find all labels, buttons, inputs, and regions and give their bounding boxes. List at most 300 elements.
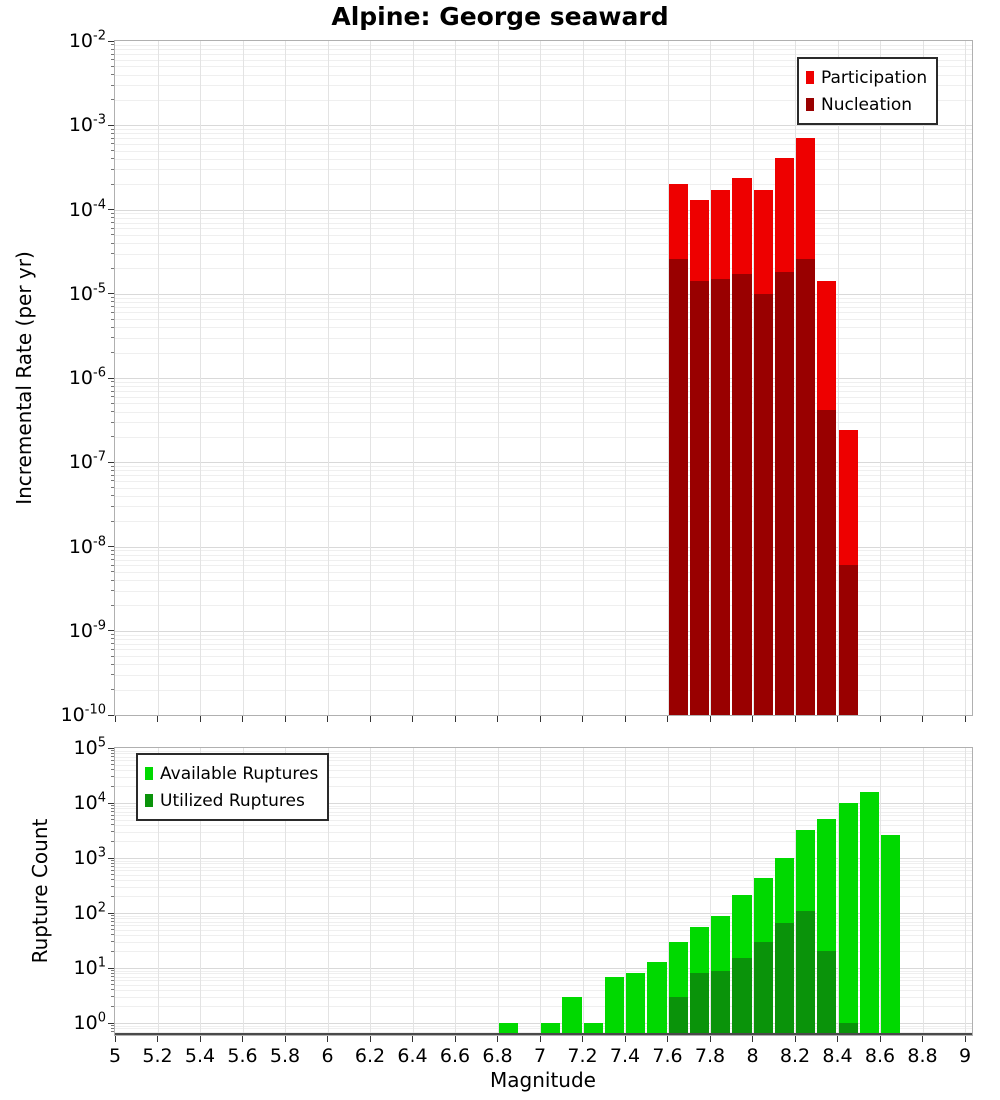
x-tick-label: 6.8 — [482, 1045, 513, 1067]
gridline-vertical — [413, 41, 414, 715]
x-tick-label: 5.2 — [142, 1045, 173, 1067]
y-minor-tick-mark — [111, 984, 114, 985]
y-tick-label: $10^{-4}$ — [68, 197, 106, 221]
y-minor-tick-mark — [111, 879, 114, 880]
y-minor-tick-mark — [111, 664, 114, 665]
y-minor-tick-mark — [111, 306, 114, 307]
gridline-minor — [115, 386, 972, 387]
y-minor-tick-mark — [111, 643, 114, 644]
legend-item-label: Nucleation — [821, 94, 913, 115]
y-minor-tick-mark — [111, 228, 114, 229]
y-tick-label: $10^{-8}$ — [68, 534, 106, 558]
gridline-vertical — [583, 748, 584, 1035]
bar-nucleation-7.95 — [732, 274, 751, 715]
bar-available-ruptures-8.55 — [860, 792, 879, 1035]
y-minor-tick-mark — [111, 133, 114, 134]
gridline-minor — [115, 412, 972, 413]
x-tick-mark — [880, 716, 881, 722]
y-tick-mark — [108, 209, 114, 210]
y-minor-tick-mark — [111, 403, 114, 404]
gridline-vertical — [413, 748, 414, 1035]
y-minor-tick-mark — [111, 634, 114, 635]
y-minor-tick-mark — [111, 169, 114, 170]
y-tick-label: $10^0$ — [73, 1010, 106, 1034]
bottom-y-axis-title: Rupture Count — [28, 818, 52, 964]
x-tick-label: 6.6 — [439, 1045, 471, 1067]
x-tick-label: 5.6 — [227, 1045, 258, 1067]
y-minor-tick-mark — [111, 487, 114, 488]
x-tick-mark — [285, 1036, 286, 1042]
x-tick-mark — [242, 716, 243, 722]
y-minor-tick-mark — [111, 381, 114, 382]
y-minor-tick-mark — [111, 158, 114, 159]
x-tick-mark — [497, 716, 498, 722]
gridline-vertical — [455, 41, 456, 715]
x-tick-mark — [455, 716, 456, 722]
y-tick-label: $10^{-10}$ — [60, 702, 106, 726]
gridline-minor — [115, 144, 972, 145]
x-tick-mark — [540, 1036, 541, 1042]
gridline-minor — [115, 54, 972, 55]
y-minor-tick-mark — [111, 1028, 114, 1029]
y-minor-tick-mark — [111, 337, 114, 338]
bar-utilized-ruptures-8.25 — [796, 911, 815, 1035]
gridline-minor — [115, 129, 972, 130]
y-minor-tick-mark — [111, 54, 114, 55]
x-tick-label: 8.4 — [822, 1045, 853, 1067]
y-minor-tick-mark — [111, 769, 114, 770]
y-tick-mark — [108, 748, 114, 749]
gridline-vertical — [625, 41, 626, 715]
bar-nucleation-7.85 — [711, 279, 730, 715]
legend-swatch-icon — [145, 794, 153, 807]
gridline-major — [115, 294, 972, 295]
bar-available-ruptures-7.45 — [626, 973, 645, 1035]
y-minor-tick-mark — [111, 808, 114, 809]
gridline-minor — [115, 138, 972, 139]
y-minor-tick-mark — [111, 554, 114, 555]
y-minor-tick-mark — [111, 870, 114, 871]
x-tick-mark — [795, 1036, 796, 1042]
y-tick-mark — [108, 1023, 114, 1024]
y-tick-label: $10^2$ — [73, 900, 106, 924]
gridline-vertical — [498, 41, 499, 715]
top-y-axis-title: Incremental Rate (per yr) — [12, 251, 36, 505]
bar-nucleation-7.65 — [669, 259, 688, 715]
y-tick-mark — [108, 715, 114, 716]
y-minor-tick-mark — [111, 480, 114, 481]
bar-nucleation-8.05 — [754, 294, 773, 715]
y-minor-tick-mark — [111, 656, 114, 657]
gridline-vertical — [923, 41, 924, 715]
y-minor-tick-mark — [111, 234, 114, 235]
y-tick-mark — [108, 803, 114, 804]
gridline-major — [115, 125, 972, 126]
y-minor-tick-mark — [111, 805, 114, 806]
y-tick-label: $10^5$ — [73, 735, 106, 759]
gridline-minor — [115, 235, 972, 236]
x-tick-mark — [115, 1036, 116, 1042]
y-minor-tick-mark — [111, 590, 114, 591]
y-minor-tick-mark — [111, 243, 114, 244]
x-tick-label: 8.6 — [864, 1045, 896, 1067]
x-tick-label: 5 — [108, 1045, 122, 1067]
x-tick-mark — [752, 1036, 753, 1042]
y-minor-tick-mark — [111, 819, 114, 820]
gridline-minor — [115, 338, 972, 339]
x-tick-mark — [965, 1036, 966, 1042]
y-tick-mark — [108, 913, 114, 914]
y-minor-tick-mark — [111, 811, 114, 812]
y-minor-tick-mark — [111, 760, 114, 761]
x-tick-label: 6.2 — [354, 1045, 386, 1067]
y-tick-label: $10^{-5}$ — [68, 281, 106, 305]
legend-item-label: Available Ruptures — [160, 763, 319, 784]
x-tick-mark — [540, 716, 541, 722]
y-minor-tick-mark — [111, 475, 114, 476]
gridline-vertical — [923, 748, 924, 1035]
y-minor-tick-mark — [111, 319, 114, 320]
gridline-vertical — [880, 41, 881, 715]
gridline-vertical — [540, 41, 541, 715]
bar-available-ruptures-8.65 — [881, 835, 900, 1035]
y-minor-tick-mark — [111, 831, 114, 832]
legend-counts — [136, 753, 329, 821]
y-minor-tick-mark — [111, 217, 114, 218]
y-minor-tick-mark — [111, 59, 114, 60]
gridline-minor — [115, 751, 972, 752]
y-minor-tick-mark — [111, 470, 114, 471]
bar-available-ruptures-7.35 — [605, 977, 624, 1036]
y-tick-mark — [108, 546, 114, 547]
gridline-vertical — [243, 41, 244, 715]
y-minor-tick-mark — [111, 753, 114, 754]
gridline-minor — [115, 403, 972, 404]
bar-nucleation-8.25 — [796, 259, 815, 715]
y-minor-tick-mark — [111, 150, 114, 151]
y-tick-label: $10^{-6}$ — [68, 365, 106, 389]
x-tick-mark — [880, 1036, 881, 1042]
gridline-minor — [115, 49, 972, 50]
y-minor-tick-mark — [111, 138, 114, 139]
bar-utilized-ruptures-7.65 — [669, 997, 688, 1035]
x-tick-mark — [710, 716, 711, 722]
y-minor-tick-mark — [111, 1031, 114, 1032]
y-minor-tick-mark — [111, 996, 114, 997]
gridline-minor — [115, 169, 972, 170]
x-tick-mark — [625, 716, 626, 722]
x-tick-label: 7 — [533, 1045, 547, 1067]
x-tick-label: 9 — [958, 1045, 972, 1067]
y-minor-tick-mark — [111, 213, 114, 214]
x-tick-mark — [412, 1036, 413, 1042]
x-tick-mark — [157, 716, 158, 722]
y-minor-tick-mark — [111, 973, 114, 974]
x-tick-mark — [837, 716, 838, 722]
gridline-minor — [115, 391, 972, 392]
y-minor-tick-mark — [111, 929, 114, 930]
y-minor-tick-mark — [111, 970, 114, 971]
bar-utilized-ruptures-7.75 — [690, 973, 709, 1035]
gridline-vertical — [965, 748, 966, 1035]
gridline-minor — [115, 353, 972, 354]
x-tick-label: 5.8 — [269, 1045, 301, 1067]
y-tick-mark — [108, 378, 114, 379]
x-tick-mark — [795, 716, 796, 722]
y-minor-tick-mark — [111, 495, 114, 496]
x-tick-mark — [200, 716, 201, 722]
legend-item-nucleation — [806, 91, 927, 118]
y-minor-tick-mark — [111, 565, 114, 566]
x-tick-label: 7.6 — [652, 1045, 683, 1067]
legend-swatch-icon — [145, 767, 153, 780]
y-minor-tick-mark — [111, 253, 114, 254]
legend-item-participation — [806, 64, 927, 91]
y-minor-tick-mark — [111, 66, 114, 67]
bar-nucleation-8.45 — [839, 565, 858, 715]
y-minor-tick-mark — [111, 1025, 114, 1026]
y-tick-label: $10^{-2}$ — [68, 28, 106, 52]
y-minor-tick-mark — [111, 764, 114, 765]
y-minor-tick-mark — [111, 44, 114, 45]
y-tick-mark — [108, 125, 114, 126]
legend-rates — [797, 57, 938, 125]
x-tick-mark — [667, 1036, 668, 1042]
x-tick-mark — [710, 1036, 711, 1042]
y-minor-tick-mark — [111, 386, 114, 387]
x-tick-mark — [370, 1036, 371, 1042]
y-minor-tick-mark — [111, 301, 114, 302]
y-minor-tick-mark — [111, 866, 114, 867]
gridline-minor — [115, 218, 972, 219]
bar-utilized-ruptures-7.85 — [711, 971, 730, 1036]
y-minor-tick-mark — [111, 571, 114, 572]
y-minor-tick-mark — [111, 921, 114, 922]
bar-available-ruptures-7.55 — [647, 962, 666, 1035]
y-minor-tick-mark — [111, 689, 114, 690]
x-tick-label: 7.4 — [609, 1045, 641, 1067]
x-tick-mark — [922, 1036, 923, 1042]
x-tick-mark — [582, 1036, 583, 1042]
gridline-minor — [115, 223, 972, 224]
bar-nucleation-8.35 — [817, 410, 836, 715]
top-plot-area — [114, 40, 973, 716]
bar-nucleation-7.75 — [690, 281, 709, 715]
y-minor-tick-mark — [111, 143, 114, 144]
gridline-minor — [115, 298, 972, 299]
x-tick-mark — [667, 716, 668, 722]
bar-available-ruptures-7.15 — [562, 997, 581, 1035]
y-minor-tick-mark — [111, 74, 114, 75]
x-axis-title: Magnitude — [490, 1068, 596, 1092]
y-minor-tick-mark — [111, 776, 114, 777]
x-tick-label: 6 — [321, 1045, 334, 1067]
gridline-vertical — [965, 41, 966, 715]
y-minor-tick-mark — [111, 980, 114, 981]
y-minor-tick-mark — [111, 674, 114, 675]
legend-item-label: Participation — [821, 67, 928, 88]
gridline-vertical — [328, 41, 329, 715]
chart-title: Alpine: George seaward — [331, 2, 669, 31]
gridline-minor — [115, 213, 972, 214]
y-minor-tick-mark — [111, 436, 114, 437]
x-tick-mark — [582, 716, 583, 722]
gridline-vertical — [370, 748, 371, 1035]
y-tick-mark — [108, 968, 114, 969]
y-minor-tick-mark — [111, 786, 114, 787]
x-tick-mark — [285, 716, 286, 722]
y-tick-mark — [108, 293, 114, 294]
y-minor-tick-mark — [111, 841, 114, 842]
y-minor-tick-mark — [111, 989, 114, 990]
y-minor-tick-mark — [111, 896, 114, 897]
y-minor-tick-mark — [111, 352, 114, 353]
gridline-minor — [115, 254, 972, 255]
x-tick-label: 8.8 — [907, 1045, 938, 1067]
y-minor-tick-mark — [111, 815, 114, 816]
legend-swatch-icon — [806, 98, 814, 111]
gridline-vertical — [370, 41, 371, 715]
x-tick-label: 6.4 — [397, 1045, 428, 1067]
gridline-minor — [115, 302, 972, 303]
y-minor-tick-mark — [111, 918, 114, 919]
y-minor-tick-mark — [111, 184, 114, 185]
x-tick-label: 8 — [746, 1045, 759, 1067]
x-tick-mark — [412, 716, 413, 722]
x-tick-mark — [922, 716, 923, 722]
x-tick-label: 7.8 — [694, 1045, 726, 1067]
y-tick-label: $10^1$ — [73, 955, 106, 979]
y-minor-tick-mark — [111, 49, 114, 50]
y-minor-tick-mark — [111, 506, 114, 507]
y-minor-tick-mark — [111, 860, 114, 861]
gridline-vertical — [285, 41, 286, 715]
legend-item-label: Utilized Ruptures — [160, 790, 305, 811]
bar-utilized-ruptures-7.95 — [732, 958, 751, 1035]
y-minor-tick-mark — [111, 99, 114, 100]
gridline-minor — [115, 397, 972, 398]
gridline-vertical — [540, 748, 541, 1035]
x-tick-mark — [242, 1036, 243, 1042]
y-minor-tick-mark — [111, 129, 114, 130]
y-minor-tick-mark — [111, 874, 114, 875]
x-tick-mark — [625, 1036, 626, 1042]
x-tick-mark — [327, 716, 328, 722]
x-tick-label: 7.2 — [567, 1045, 598, 1067]
y-tick-label: $10^3$ — [73, 845, 106, 869]
y-minor-tick-mark — [111, 422, 114, 423]
y-minor-tick-mark — [111, 411, 114, 412]
x-tick-label: 5.4 — [184, 1045, 216, 1067]
y-minor-tick-mark — [111, 915, 114, 916]
bar-nucleation-8.15 — [775, 272, 794, 715]
y-minor-tick-mark — [111, 559, 114, 560]
y-minor-tick-mark — [111, 396, 114, 397]
y-tick-mark — [108, 462, 114, 463]
gridline-minor — [115, 184, 972, 185]
gridline-vertical — [200, 41, 201, 715]
bar-utilized-ruptures-8.05 — [754, 942, 773, 1035]
gridline-minor — [115, 319, 972, 320]
y-minor-tick-mark — [111, 268, 114, 269]
y-minor-tick-mark — [111, 941, 114, 942]
gridline-minor — [115, 45, 972, 46]
y-minor-tick-mark — [111, 925, 114, 926]
y-minor-tick-mark — [111, 605, 114, 606]
y-minor-tick-mark — [111, 85, 114, 86]
y-minor-tick-mark — [111, 1006, 114, 1007]
y-minor-tick-mark — [111, 391, 114, 392]
bar-available-ruptures-8.45 — [839, 803, 858, 1035]
y-tick-label: $10^4$ — [73, 790, 106, 814]
legend-item-utilized-ruptures — [145, 787, 318, 814]
gridline-major — [115, 210, 972, 211]
y-minor-tick-mark — [111, 824, 114, 825]
gridline-minor — [115, 382, 972, 383]
gridline-minor — [115, 243, 972, 244]
x-tick-label: 8.2 — [779, 1045, 811, 1067]
y-minor-tick-mark — [111, 580, 114, 581]
y-minor-tick-mark — [111, 750, 114, 751]
x-tick-mark — [455, 1036, 456, 1042]
y-tick-mark — [108, 630, 114, 631]
y-minor-tick-mark — [111, 222, 114, 223]
gridline-minor — [115, 327, 972, 328]
x-tick-mark — [327, 1036, 328, 1042]
gridline-vertical — [498, 748, 499, 1035]
legend-item-available-ruptures — [145, 760, 318, 787]
y-tick-label: $10^{-7}$ — [68, 449, 106, 474]
y-tick-mark — [108, 41, 114, 42]
bar-utilized-ruptures-8.15 — [775, 923, 794, 1035]
gridline-minor — [115, 268, 972, 269]
x-axis-line — [115, 1033, 972, 1035]
y-minor-tick-mark — [111, 327, 114, 328]
y-minor-tick-mark — [111, 863, 114, 864]
x-tick-mark — [837, 1036, 838, 1042]
y-minor-tick-mark — [111, 466, 114, 467]
y-minor-tick-mark — [111, 638, 114, 639]
y-minor-tick-mark — [111, 297, 114, 298]
gridline-minor — [115, 312, 972, 313]
y-minor-tick-mark — [111, 521, 114, 522]
gridline-minor — [115, 422, 972, 423]
y-minor-tick-mark — [111, 934, 114, 935]
gridline-major — [115, 378, 972, 379]
gridline-vertical — [455, 748, 456, 1035]
y-tick-label: $10^{-9}$ — [68, 618, 106, 642]
y-tick-mark — [108, 858, 114, 859]
x-tick-mark — [497, 1036, 498, 1042]
y-minor-tick-mark — [111, 951, 114, 952]
x-tick-mark — [157, 1036, 158, 1042]
bar-utilized-ruptures-8.35 — [817, 951, 836, 1035]
gridline-vertical — [158, 41, 159, 715]
gridline-minor — [115, 133, 972, 134]
gridline-minor — [115, 307, 972, 308]
gridline-minor — [115, 228, 972, 229]
gridline-vertical — [583, 41, 584, 715]
y-minor-tick-mark — [111, 756, 114, 757]
y-minor-tick-mark — [111, 550, 114, 551]
gridline-minor — [115, 159, 972, 160]
y-minor-tick-mark — [111, 886, 114, 887]
y-minor-tick-mark — [111, 976, 114, 977]
x-tick-mark — [115, 716, 116, 722]
gridline-minor — [115, 151, 972, 152]
x-tick-mark — [752, 716, 753, 722]
x-tick-mark — [965, 716, 966, 722]
